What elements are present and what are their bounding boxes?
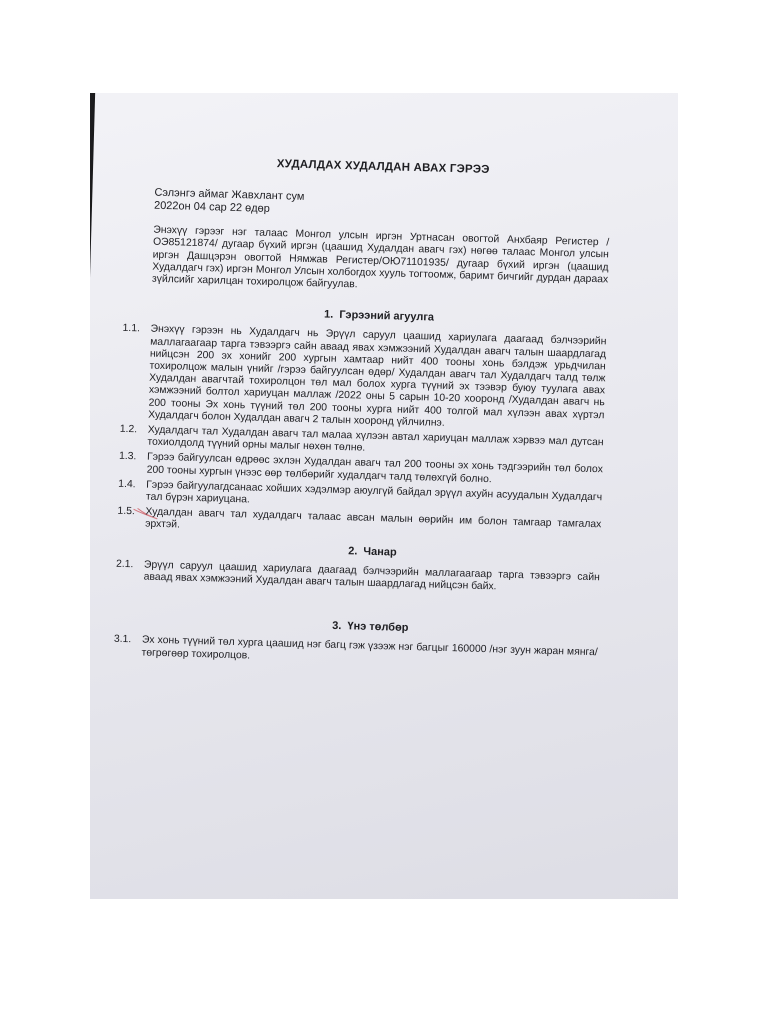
contract-date: 2022он 04 сар 22 өдөр [153,199,271,216]
clause [113,634,598,672]
section-title: Чанар [363,545,397,559]
contract-title: ХУДАЛДАХ ХУДАЛДАН АВАХ ГЭРЭЭ [276,158,490,177]
clause-number: 1.1. [122,323,141,335]
clause-number: 1.4. [118,478,136,491]
section-contents [117,304,607,544]
contract-document [113,155,611,675]
clause-text: Худалдагч тал Худалдан авагч тал малаа хүлээн автал хариуцан маллаж хэрвээ мал дутсан тохиолдолд түүний орны малыг нөхөн төлнө. [147,424,604,454]
section-price [113,615,598,672]
paper-sheet [90,93,678,899]
section-number: 1. [323,308,334,321]
contract-place: Сэлэнгэ аймаг Жавхлант сум [154,186,305,204]
clause-text: Гэрээ байгуулагдсанаас хойших хэдэлмэр аюулгүй байдал эрүүл ахуйн асуудалын Худалдагч тал бүрэн хариуцана. [145,479,603,506]
clause-text: Худалдан авагч тал худалдагч талаас авсан малын өөрийн им болон тамгаар тамгалах эрхтэй. [144,506,602,531]
clause-number: 2.1. [115,558,134,571]
section-number: 2. [348,544,358,558]
clause-number: 1.2. [119,423,138,436]
clause-text: Эрүүл саруул цаашид хариулага даагаад бэлчээрийн маллагаагаар тарга тэвээргэ сайн аваад явах хэмжээний Худалдан авагч талын шаардлагад нийцсэн байх. [143,559,600,593]
clause-text: Эх хонь түүний төл хурга цаашид нэг багц гэж үзээж нэг багцыг 160000 /нэг зуун жаран мянга/төгрөгөөр тохиролцов. [141,634,598,662]
contract-intro: Энэхүү гэрээг нэг талаас Монгол улсын иргэн Уртнасан овогтой Анхбаяр Регистер /ОЭ85121874/ дугаар бүхий иргэн (цаашид Худалдан авагч гэх) нөгөө талаас Монгол улсын иргэн Дашцэрэн овогтой Нямжав Регистер/ОЮ71101935/ дугаар бүхий иргэн (цаашид Худалдагч гэх) иргэн Монгол Улсын холбогдох хууль тогтоомж, баримт бичгийг дурдан дараах зүйлсийг харилцан тохиролцож байгуулав. [151,224,610,291]
clause-number: 1.3. [118,451,137,463]
section-title: Үнэ төлбөр [347,620,409,635]
section-number: 3. [332,620,342,633]
clause-text: Энэхүү гэрээн нь Худалдагч нь Эрүүл саруул цаашид хариулага даагаад бэлчээрийн маллагаагаар тарга тэвээргэ сайн аваад явах хэмжээний Худалдан авагч талын шаардлагад нийцсэн 200 эх хонийг 200 хургын хамтаар нийт 400 тооны хонь бэлдэж урьдчилан тохиролцож малын үнийг /гэрээ байгуулсан өдөр/ Худалдан авагч тал Худалдагч талд төлж Худалдан авагчтай тохиролцон төл мал болох хурга түүний эх тээвэр буюу туулага авах хэмжээний болтол хариуцан маллаж /2022 оны 5 сарын 10-20 хооронд /Худалдан авагч нь 200 тооны Эх хонь түүний төл 200 тооны хурга нийт 400 толгой мал хүлээн авах хүртэл Худалдагч болон Худалдан авагч 2 талын хооронд үйлчилнэ. [148,324,607,429]
clause-number: 1.5. [117,506,135,518]
clause-text: Гэрээ байгуулсан өдрөөс эхлэн Худалдан авагч тал 200 тооны эх хонь тэдгээрийн төл болох 200 тооны хургын үнээс өөр төлбөрийг худалдагч талд төлөхгүй болно. [146,452,603,485]
section-title: Гэрээний агуулга [339,309,435,324]
clause-number: 3.1. [113,634,132,646]
document-photo [90,93,678,899]
